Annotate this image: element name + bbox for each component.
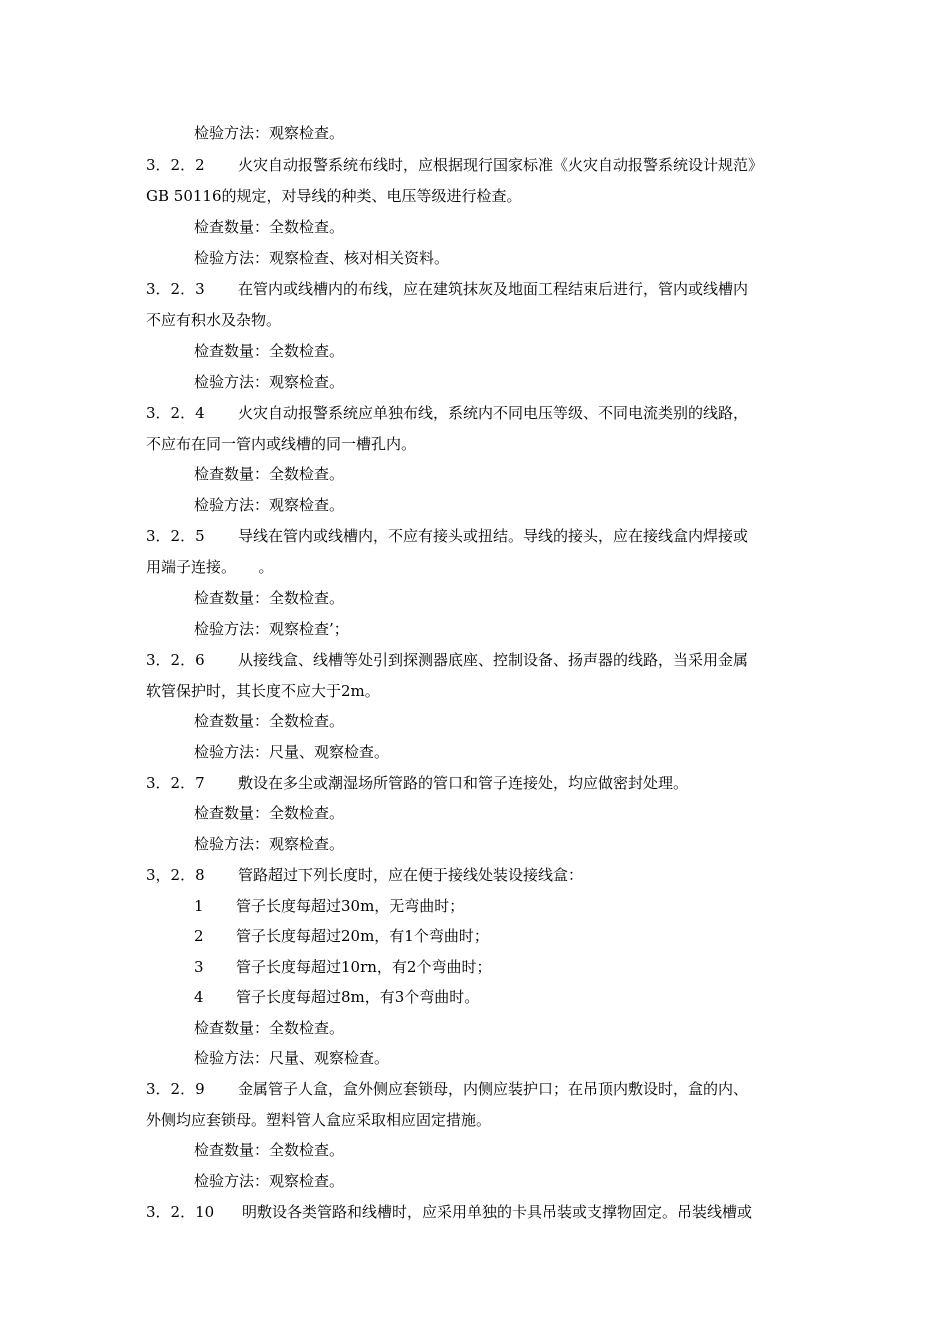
clause-3-2-2	[146, 155, 810, 175]
list-item-number: 2	[194, 927, 204, 945]
list-item-text: 管子长度每超过8m，有3个弯曲时。	[236, 988, 480, 1006]
inspection-method: 检验方法：观察检查。	[194, 496, 345, 514]
clause-text: 从接线盒、线槽等处引到探测器底座、控制设备、扬声器的线路，当采用金属	[238, 651, 749, 669]
clause-text: 导线在管内或线槽内，不应有接头或扭结。导线的接头，应在接线盒内焊接或	[238, 527, 749, 545]
list-item-text: 管子长度每超过20m，有1个弯曲时；	[236, 927, 489, 945]
inspection-quantity: 检查数量：全数检查。	[194, 465, 345, 483]
clause-text: 火灾自动报警系统应单独布线，系统内不同电压等级、不同电流类别的线路，	[238, 404, 749, 422]
clause-number: 3．2．10	[146, 1203, 215, 1221]
inspection-method-3-2-1: 检验方法：观察检查。	[194, 124, 345, 142]
clause-number: 3．2．7	[146, 774, 205, 792]
clause-3-2-3	[146, 279, 810, 299]
inspection-quantity: 检查数量：全数检查。	[194, 589, 345, 607]
clause-text: 在管内或线槽内的布线，应在建筑抹灰及地面工程结束后进行，管内或线槽内	[238, 280, 749, 298]
clause-3-2-9-continued: 外侧均应套锁母。塑料管人盒应采取相应固定措施。	[146, 1111, 492, 1129]
clause-number: 3．2．6	[146, 651, 205, 669]
clause-3-2-4-continued: 不应布在同一管内或线槽的同一槽孔内。	[146, 435, 417, 453]
clause-text: 明敷设各类管路和线槽时，应采用单独的卡具吊装或支撑物固定。吊装线槽或	[242, 1203, 753, 1221]
inspection-quantity: 检查数量：全数检查。	[194, 1019, 345, 1037]
clause-text: 敷设在多尘或潮湿场所管路的管口和管子连接处，均应做密封处理。	[238, 774, 689, 792]
list-item-number: 3	[194, 958, 204, 976]
clause-3-2-6	[146, 650, 810, 670]
inspection-method: 检验方法：观察检查。	[194, 1172, 345, 1190]
clause-number: 3．2．2	[146, 156, 205, 174]
clause-text: 管路超过下列长度时，应在便于接线处装设接线盒：	[238, 866, 584, 884]
list-item-3	[194, 957, 810, 977]
inspection-quantity: 检查数量：全数检查。	[194, 804, 345, 822]
clause-3-2-10	[146, 1202, 810, 1222]
list-item-number: 1	[194, 897, 204, 915]
inspection-method: 检验方法：尺量、观察检查。	[194, 1049, 390, 1067]
list-item-number: 4	[194, 988, 204, 1006]
inspection-method: 检验方法：观察检查’；	[194, 620, 349, 638]
inspection-quantity: 检查数量：全数检查。	[194, 712, 345, 730]
clause-3-2-6-continued: 软管保护时，其长度不应大于2m。	[146, 682, 380, 700]
inspection-quantity: 检查数量：全数检查。	[194, 218, 345, 236]
inspection-method: 检验方法：观察检查。	[194, 373, 345, 391]
list-item-1	[194, 896, 810, 916]
clause-text: 火灾自动报警系统布线时，应根据现行国家标准《火灾自动报警系统设计规范》	[238, 156, 764, 174]
clause-number: 3．2．5	[146, 527, 205, 545]
clause-3-2-8	[146, 865, 810, 885]
clause-number: 3，2．8	[146, 866, 205, 884]
inspection-method: 检验方法：观察检查。	[194, 835, 345, 853]
clause-3-2-9	[146, 1079, 810, 1099]
list-item-text: 管子长度每超过30m，无弯曲时；	[236, 897, 465, 915]
clause-3-2-7	[146, 773, 810, 793]
list-item-4	[194, 987, 810, 1007]
inspection-quantity: 检查数量：全数检查。	[194, 342, 345, 360]
inspection-quantity: 检查数量：全数检查。	[194, 1141, 345, 1159]
clause-3-2-5	[146, 526, 810, 546]
clause-3-2-5-continued: 用端子连接。 。	[146, 558, 274, 576]
clause-number: 3．2．4	[146, 404, 205, 422]
clause-text: 金属管子人盒，盒外侧应套锁母，内侧应装护口；在吊顶内敷设时，盒的内、	[238, 1080, 749, 1098]
clause-number: 3．2．9	[146, 1080, 205, 1098]
list-item-2	[194, 926, 810, 946]
list-item-text: 管子长度每超过10rn，有2个弯曲时；	[236, 958, 492, 976]
clause-3-2-3-continued: 不应有积水及杂物。	[146, 311, 282, 329]
inspection-method: 检验方法：尺量、观察检查。	[194, 743, 390, 761]
inspection-method: 检验方法：观察检查、核对相关资料。	[194, 249, 450, 267]
clause-3-2-2-continued: GB 50116的规定，对导线的种类、电压等级进行检查。	[146, 187, 522, 205]
clause-number: 3．2．3	[146, 280, 205, 298]
clause-3-2-4	[146, 403, 810, 423]
